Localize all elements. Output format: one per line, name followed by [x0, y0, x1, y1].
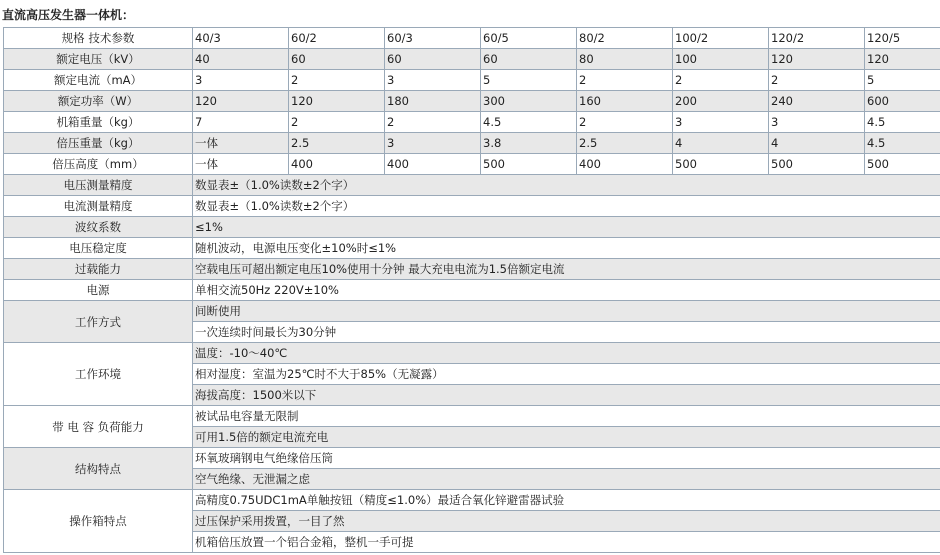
table-cell: 2 — [769, 70, 865, 91]
table-cell: 400 — [289, 154, 385, 175]
table-cell: 随机波动，电源电压变化±10%时≤1% — [193, 238, 940, 259]
table-cell: 300 — [481, 91, 577, 112]
model-cell: 120/5 — [865, 28, 940, 49]
table-cell: 4.5 — [481, 112, 577, 133]
row-label: 规格 技术参数 — [4, 28, 193, 49]
table-cell: 40 — [193, 49, 289, 70]
row-label: 带 电 容 负荷能力 — [4, 406, 193, 448]
table-row-capacitive-load — [4, 406, 940, 427]
table-row-current-accuracy — [4, 196, 940, 217]
table-cell: 过压保护采用拨置，一目了然 — [193, 511, 940, 532]
table-cell: 180 — [385, 91, 481, 112]
table-row-case-weight — [4, 112, 940, 133]
table-cell: 4 — [673, 133, 769, 154]
table-row-voltage-accuracy — [4, 175, 940, 196]
table-cell: 一次连续时间最长为30分钟 — [193, 322, 940, 343]
table-cell: 2 — [289, 112, 385, 133]
table-cell: 60 — [481, 49, 577, 70]
table-cell: 空气绝缘、无泄漏之虑 — [193, 469, 940, 490]
table-cell: 数显表±（1.0%读数±2个字） — [193, 175, 940, 196]
spec-table — [3, 27, 940, 553]
table-cell: 100 — [673, 49, 769, 70]
table-cell: 7 — [193, 112, 289, 133]
table-cell: 200 — [673, 91, 769, 112]
table-cell: 机箱倍压放置一个铝合金箱，整机一手可提 — [193, 532, 940, 553]
table-cell: 数显表±（1.0%读数±2个字） — [193, 196, 940, 217]
row-label: 工作环境 — [4, 343, 193, 406]
table-cell: 4.5 — [865, 133, 940, 154]
row-label: 工作方式 — [4, 301, 193, 343]
table-cell: 500 — [481, 154, 577, 175]
table-cell: 温度：-10～40℃ — [193, 343, 940, 364]
table-cell: 60 — [289, 49, 385, 70]
row-label: 电压稳定度 — [4, 238, 193, 259]
table-row-voltage-stability — [4, 238, 940, 259]
table-cell: 240 — [769, 91, 865, 112]
table-cell: 可用1.5倍的额定电流充电 — [193, 427, 940, 448]
table-row-power-supply — [4, 280, 940, 301]
table-cell: 160 — [577, 91, 673, 112]
row-label: 操作箱特点 — [4, 490, 193, 553]
model-cell: 100/2 — [673, 28, 769, 49]
table-row-control-box — [4, 490, 940, 511]
row-label: 倍压重量（kg） — [4, 133, 193, 154]
table-cell: 间断使用 — [193, 301, 940, 322]
table-row-multiplier-weight — [4, 133, 940, 154]
table-row-work-mode — [4, 301, 940, 322]
row-label: 波纹系数 — [4, 217, 193, 238]
table-row-multiplier-height — [4, 154, 940, 175]
table-cell: 一体 — [193, 154, 289, 175]
table-cell: 3 — [769, 112, 865, 133]
table-cell: 120 — [769, 49, 865, 70]
table-row-rated-power — [4, 91, 940, 112]
row-label: 电源 — [4, 280, 193, 301]
row-label: 额定电压（kV） — [4, 49, 193, 70]
table-cell: 高精度0.75UDC1mA单触按钮（精度≤1.0%）最适合氧化锌避雷器试验 — [193, 490, 940, 511]
table-cell: 4.5 — [865, 112, 940, 133]
table-cell: 120 — [193, 91, 289, 112]
table-cell: 2 — [673, 70, 769, 91]
table-cell: 海拔高度：1500米以下 — [193, 385, 940, 406]
table-row-environment — [4, 343, 940, 364]
row-label: 额定电流（mA） — [4, 70, 193, 91]
table-cell: 单相交流50Hz 220V±10% — [193, 280, 940, 301]
table-row-ripple — [4, 217, 940, 238]
table-row-overload — [4, 259, 940, 280]
table-cell: 400 — [385, 154, 481, 175]
model-cell: 60/3 — [385, 28, 481, 49]
row-label: 过载能力 — [4, 259, 193, 280]
row-label: 倍压高度（mm） — [4, 154, 193, 175]
table-cell: 500 — [865, 154, 940, 175]
row-label: 额定功率（W） — [4, 91, 193, 112]
model-cell: 60/2 — [289, 28, 385, 49]
table-cell: ≤1% — [193, 217, 940, 238]
table-cell: 被试品电容量无限制 — [193, 406, 940, 427]
table-cell: 5 — [865, 70, 940, 91]
table-cell: 600 — [865, 91, 940, 112]
table-cell: 120 — [289, 91, 385, 112]
table-cell: 500 — [673, 154, 769, 175]
model-cell: 40/3 — [193, 28, 289, 49]
table-row-rated-current — [4, 70, 940, 91]
table-cell: 环氧玻璃钢电气绝缘倍压筒 — [193, 448, 940, 469]
table-cell: 60 — [385, 49, 481, 70]
model-cell: 120/2 — [769, 28, 865, 49]
table-cell: 相对湿度：室温为25℃时不大于85%（无凝露） — [193, 364, 940, 385]
table-cell: 4 — [769, 133, 865, 154]
table-cell: 3 — [385, 70, 481, 91]
table-cell: 一体 — [193, 133, 289, 154]
model-cell: 60/5 — [481, 28, 577, 49]
table-cell: 3 — [673, 112, 769, 133]
table-cell: 3 — [193, 70, 289, 91]
table-cell: 120 — [865, 49, 940, 70]
row-label: 机箱重量（kg） — [4, 112, 193, 133]
table-cell: 2 — [385, 112, 481, 133]
table-cell: 3 — [385, 133, 481, 154]
page-title: 直流高压发生器一体机： — [2, 8, 135, 22]
table-cell: 2.5 — [577, 133, 673, 154]
row-label: 电流测量精度 — [4, 196, 193, 217]
table-row-structure — [4, 448, 940, 469]
table-cell: 5 — [481, 70, 577, 91]
table-cell: 空载电压可超出额定电压10%使用十分钟 最大充电电流为1.5倍额定电流 — [193, 259, 940, 280]
table-cell: 2 — [289, 70, 385, 91]
model-cell: 80/2 — [577, 28, 673, 49]
table-cell: 2 — [577, 70, 673, 91]
table-row-models — [4, 28, 940, 49]
table-cell: 3.8 — [481, 133, 577, 154]
table-cell: 500 — [769, 154, 865, 175]
table-cell: 400 — [577, 154, 673, 175]
table-cell: 80 — [577, 49, 673, 70]
table-cell: 2 — [577, 112, 673, 133]
table-row-rated-voltage — [4, 49, 940, 70]
row-label: 结构特点 — [4, 448, 193, 490]
table-cell: 2.5 — [289, 133, 385, 154]
row-label: 电压测量精度 — [4, 175, 193, 196]
